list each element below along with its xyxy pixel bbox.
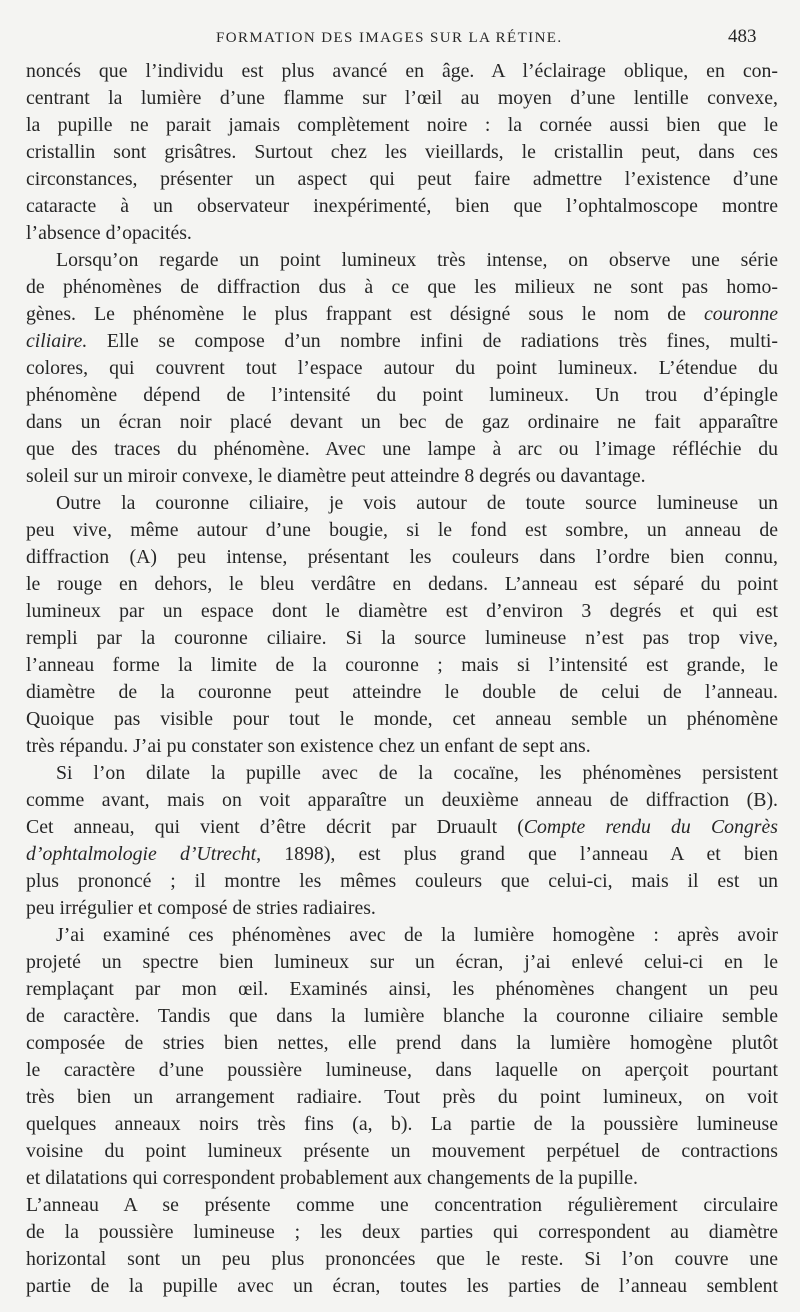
line-text: noncés que l’individu est plus avancé en âge. A l’éclairage oblique, en con- xyxy=(26,60,778,82)
line-text: très répandu. J’ai pu constater son existence chez un enfant de sept ans. xyxy=(26,735,591,757)
text-line xyxy=(26,409,778,436)
text-line xyxy=(26,517,778,544)
text-line xyxy=(26,1003,778,1030)
line-text: comme avant, mais on voit apparaître un deuxième anneau de diffraction (B). xyxy=(26,789,778,811)
text-line xyxy=(26,787,778,814)
line-text: voisine du point lumineux présente un mouvement perpétuel de contractions xyxy=(26,1140,778,1162)
line-text: J’ai examiné ces phénomènes avec de la lumière homogène : après avoir xyxy=(56,924,778,946)
line-text: remplaçant par mon œil. Examinés ainsi, les phénomènes changent un peu xyxy=(26,978,778,1000)
line-text: partie de la pupille avec un écran, toutes les parties de l’anneau semblent xyxy=(26,1275,778,1297)
line-italic-text: ciliaire. xyxy=(26,330,88,352)
text-line xyxy=(26,112,778,139)
line-text: dans un écran noir placé devant un bec de gaz ordinaire ne fait apparaître xyxy=(26,411,778,433)
text-line xyxy=(26,1192,778,1219)
line-text: l’absence d’opacités. xyxy=(26,222,192,244)
text-line xyxy=(26,1111,778,1138)
line-text: projeté un spectre bien lumineux sur un écran, j’ai enlevé celui-ci en le xyxy=(26,951,778,973)
line-text: Cet anneau, qui vient d’être décrit par Druault ( xyxy=(26,816,524,838)
text-line xyxy=(26,895,778,922)
text-line xyxy=(26,328,778,355)
line-italic-text: couronne xyxy=(704,303,778,325)
text-line xyxy=(26,868,778,895)
text-line xyxy=(26,625,778,652)
line-text: de la poussière lumineuse ; les deux parties qui correspondent au diamètre xyxy=(26,1221,778,1243)
line-text: Elle se compose d’un nombre infini de radiations très fines, multi- xyxy=(87,330,778,352)
line-text: diffraction (A) peu intense, présentant les couleurs dans l’ordre bien connu, xyxy=(26,546,778,568)
line-text: soleil sur un miroir convexe, le diamètre peut atteindre 8 degrés ou davantage. xyxy=(26,465,646,487)
text-line xyxy=(26,463,778,490)
text-line xyxy=(26,58,778,85)
line-text: de phénomènes de diffraction dus à ce que les milieux ne sont pas homo- xyxy=(26,276,778,298)
text-line xyxy=(26,1219,778,1246)
line-text: que des traces du phénomène. Avec une lampe à arc ou l’image réfléchie du xyxy=(26,438,778,460)
text-line xyxy=(26,571,778,598)
line-italic-text: Compte rendu du Congrès xyxy=(523,816,778,838)
line-text: cristallin sont grisâtres. Surtout chez les vieillards, le cristallin peut, dans ces xyxy=(26,141,778,163)
body-text xyxy=(26,58,778,1300)
text-line xyxy=(26,760,778,787)
text-line xyxy=(26,544,778,571)
line-text: Si l’on dilate la pupille avec de la cocaïne, les phénomènes persistent xyxy=(56,762,778,784)
line-text: très bien un arrangement radiaire. Tout près du point lumineux, on voit xyxy=(26,1086,778,1108)
text-line xyxy=(26,598,778,625)
text-line xyxy=(26,814,778,841)
line-text: le caractère d’une poussière lumineuse, dans laquelle on aperçoit pourtant xyxy=(26,1059,778,1081)
line-text: L’anneau A se présente comme une concentration régulièrement circulaire xyxy=(26,1194,778,1216)
line-text: diamètre de la couronne peut atteindre le double de celui de l’anneau. xyxy=(26,681,778,703)
text-line xyxy=(26,733,778,760)
text-line xyxy=(26,1246,778,1273)
line-text: la pupille ne parait jamais complètement noire : la cornée aussi bien que le xyxy=(26,114,778,136)
text-line xyxy=(26,274,778,301)
text-line xyxy=(26,247,778,274)
line-italic-text: d’ophtalmologie d’Utrecht xyxy=(26,843,257,865)
text-line xyxy=(26,1084,778,1111)
line-text: cataracte à un observateur inexpérimenté, bien que l’ophtalmoscope montre xyxy=(26,195,778,217)
text-line xyxy=(26,652,778,679)
text-line xyxy=(26,1057,778,1084)
text-line xyxy=(26,976,778,1003)
text-line xyxy=(26,355,778,382)
text-line xyxy=(26,220,778,247)
text-line xyxy=(26,1165,778,1192)
line-text: lumineux par un espace dont le diamètre est d’environ 3 degrés et qui est xyxy=(26,600,778,622)
text-line xyxy=(26,382,778,409)
line-text: de caractère. Tandis que dans la lumière blanche la couronne ciliaire semble xyxy=(26,1005,778,1027)
line-text: composée de stries bien nettes, elle prend dans la lumière homogène plutôt xyxy=(26,1032,778,1054)
text-line xyxy=(26,85,778,112)
line-text: l’anneau forme la limite de la couronne ; mais si l’intensité est grande, le xyxy=(26,654,778,676)
line-text: quelques anneaux noirs très fins (a, b). La partie de la poussière lumineuse xyxy=(26,1113,778,1135)
line-text: , 1898), est plus grand que l’anneau A et bien xyxy=(256,843,778,865)
text-line xyxy=(26,1030,778,1057)
text-line xyxy=(26,193,778,220)
page-header xyxy=(0,26,800,56)
line-text: Quoique pas visible pour tout le monde, cet anneau semble un phénomène xyxy=(26,708,778,730)
text-line xyxy=(26,301,778,328)
line-text: Outre la couronne ciliaire, je vois autour de toute source lumineuse un xyxy=(56,492,778,514)
text-line xyxy=(26,841,778,868)
text-line xyxy=(26,436,778,463)
text-line xyxy=(26,166,778,193)
line-text: phénomène dépend de l’intensité du point lumineux. Un trou d’épingle xyxy=(26,384,778,406)
text-line xyxy=(26,139,778,166)
line-text: colores, qui couvrent tout l’espace autour du point lumineux. L’étendue du xyxy=(26,357,778,379)
text-line xyxy=(26,1273,778,1300)
text-line xyxy=(26,949,778,976)
text-line xyxy=(26,679,778,706)
line-text: plus prononcé ; il montre les mêmes couleurs que celui-ci, mais il est un xyxy=(26,870,778,892)
running-head: FORMATION DES IMAGES SUR LA RÉTINE. xyxy=(216,30,563,46)
line-text: centrant la lumière d’une flamme sur l’œil au moyen d’une lentille convexe, xyxy=(26,87,778,109)
line-text: rempli par la couronne ciliaire. Si la source lumineuse n’est pas trop vive, xyxy=(26,627,778,649)
line-text: gènes. Le phénomène le plus frappant est désigné sous le nom de xyxy=(26,303,705,325)
line-text: et dilatations qui correspondent probablement aux changements de la pupille. xyxy=(26,1167,638,1189)
line-text: le rouge en dehors, le bleu verdâtre en dedans. L’anneau est séparé du point xyxy=(26,573,778,595)
line-text: circonstances, présenter un aspect qui peut faire admettre l’existence d’une xyxy=(26,168,778,190)
line-text: peu irrégulier et composé de stries radiaires. xyxy=(26,897,376,919)
text-line xyxy=(26,706,778,733)
line-text: horizontal sont un peu plus prononcées que le reste. Si l’on couvre une xyxy=(26,1248,778,1270)
line-text: peu vive, même autour d’une bougie, si le fond est sombre, un anneau de xyxy=(26,519,778,541)
page-number: 483 xyxy=(728,26,757,47)
text-line xyxy=(26,922,778,949)
text-line xyxy=(26,490,778,517)
text-line xyxy=(26,1138,778,1165)
line-text: Lorsqu’on regarde un point lumineux très intense, on observe une série xyxy=(56,249,778,271)
